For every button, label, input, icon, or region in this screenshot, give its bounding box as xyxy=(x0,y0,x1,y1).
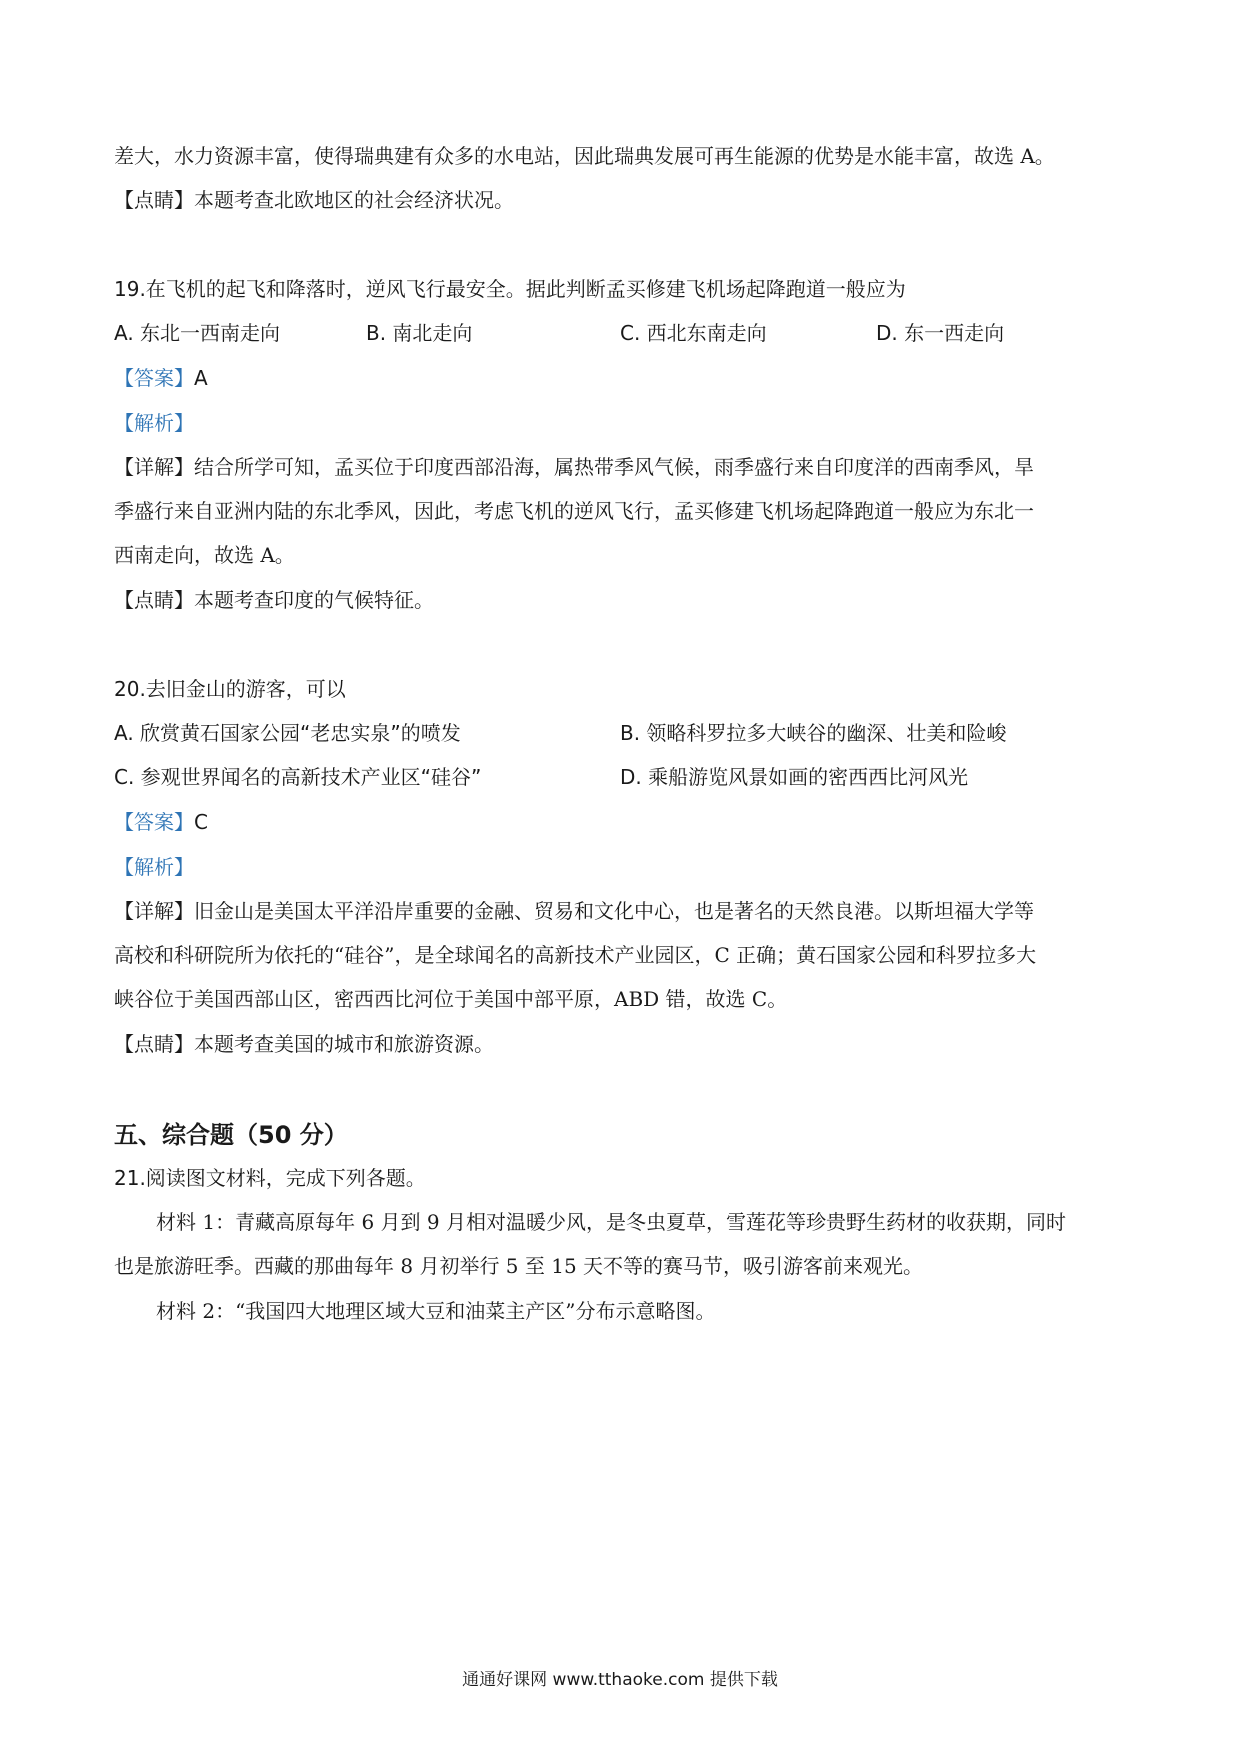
q19-note: 【点睛】本题考查印度的气候特征。 xyxy=(114,588,434,612)
q20-detail-line-1: 【详解】旧金山是美国太平洋沿岸重要的金融、贸易和文化中心，也是著名的天然良港。以斯坦福大学等 xyxy=(114,899,1034,923)
q19-option-d: D. 东一西走向 xyxy=(876,321,1005,345)
q19-option-b: B. 南北走向 xyxy=(366,321,473,345)
q20-option-c: C. 参观世界闻名的高新技术产业区“硅谷” xyxy=(114,765,482,789)
prev-explanation-line: 差大，水力资源丰富，使得瑞典建有众多的水电站，因此瑞典发展可再生能源的优势是水能丰富，故选 A。 xyxy=(114,144,1055,168)
q20-note: 【点睛】本题考查美国的城市和旅游资源。 xyxy=(114,1032,494,1056)
section-title: 五、综合题（50 分） xyxy=(114,1121,348,1149)
q19-option-a: A. 东北一西南走向 xyxy=(114,321,281,345)
q20-answer-value: C xyxy=(194,810,208,834)
q20-option-a: A. 欣赏黄石国家公园“老忠实泉”的喷发 xyxy=(114,721,461,745)
q19-answer-value: A xyxy=(194,366,208,390)
q19-detail-line-1: 【详解】结合所学可知，孟买位于印度西部沿海，属热带季风气候，雨季盛行来自印度洋的西南季风，旱 xyxy=(114,455,1034,479)
q20-answer xyxy=(114,808,1134,836)
q20-analysis-tag: 【解析】 xyxy=(114,855,194,879)
q20-option-d: D. 乘船游览风景如画的密西西比河风光 xyxy=(620,765,969,789)
q19-detail-line-2: 季盛行来自亚洲内陆的东北季风，因此，考虑飞机的逆风飞行，孟买修建飞机场起降跑道一般应为东北一 xyxy=(114,499,1034,523)
q19-answer-tag: 【答案】 xyxy=(114,366,194,390)
q20-stem: 20.去旧金山的游客，可以 xyxy=(114,677,346,701)
material-1-line-2: 也是旅游旺季。西藏的那曲每年 8 月初举行 5 至 15 天不等的赛马节，吸引游客前来观光。 xyxy=(114,1254,924,1278)
q20-answer-tag: 【答案】 xyxy=(114,810,194,834)
q19-answer xyxy=(114,364,1134,392)
q19-stem: 19.在飞机的起飞和降落时，逆风飞行最安全。据此判断孟买修建飞机场起降跑道一般应为 xyxy=(114,277,906,301)
q20-detail-line-2: 高校和科研院所为依托的“硅谷”，是全球闻名的高新技术产业园区，C 正确；黄石国家公园和科罗拉多大 xyxy=(114,943,1037,967)
q20-detail-line-3: 峡谷位于美国西部山区，密西西比河位于美国中部平原，ABD 错，故选 C。 xyxy=(114,987,788,1011)
q21-stem: 21.阅读图文材料，完成下列各题。 xyxy=(114,1166,426,1190)
page-footer: 通通好课网 www.tthaoke.com 提供下载 xyxy=(462,1670,778,1690)
q19-detail-line-3: 西南走向，故选 A。 xyxy=(114,543,295,567)
material-2: 材料 2：“我国四大地理区域大豆和油菜主产区”分布示意略图。 xyxy=(156,1299,716,1323)
prev-note: 【点睛】本题考查北欧地区的社会经济状况。 xyxy=(114,188,514,212)
q19-option-c: C. 西北东南走向 xyxy=(620,321,767,345)
material-1-line-1: 材料 1：青藏高原每年 6 月到 9 月相对温暖少风，是冬虫夏草，雪莲花等珍贵野生药材的收获期，同时 xyxy=(156,1210,1066,1234)
q20-option-b: B. 领略科罗拉多大峡谷的幽深、壮美和险峻 xyxy=(620,721,1007,745)
q19-analysis-tag: 【解析】 xyxy=(114,411,194,435)
